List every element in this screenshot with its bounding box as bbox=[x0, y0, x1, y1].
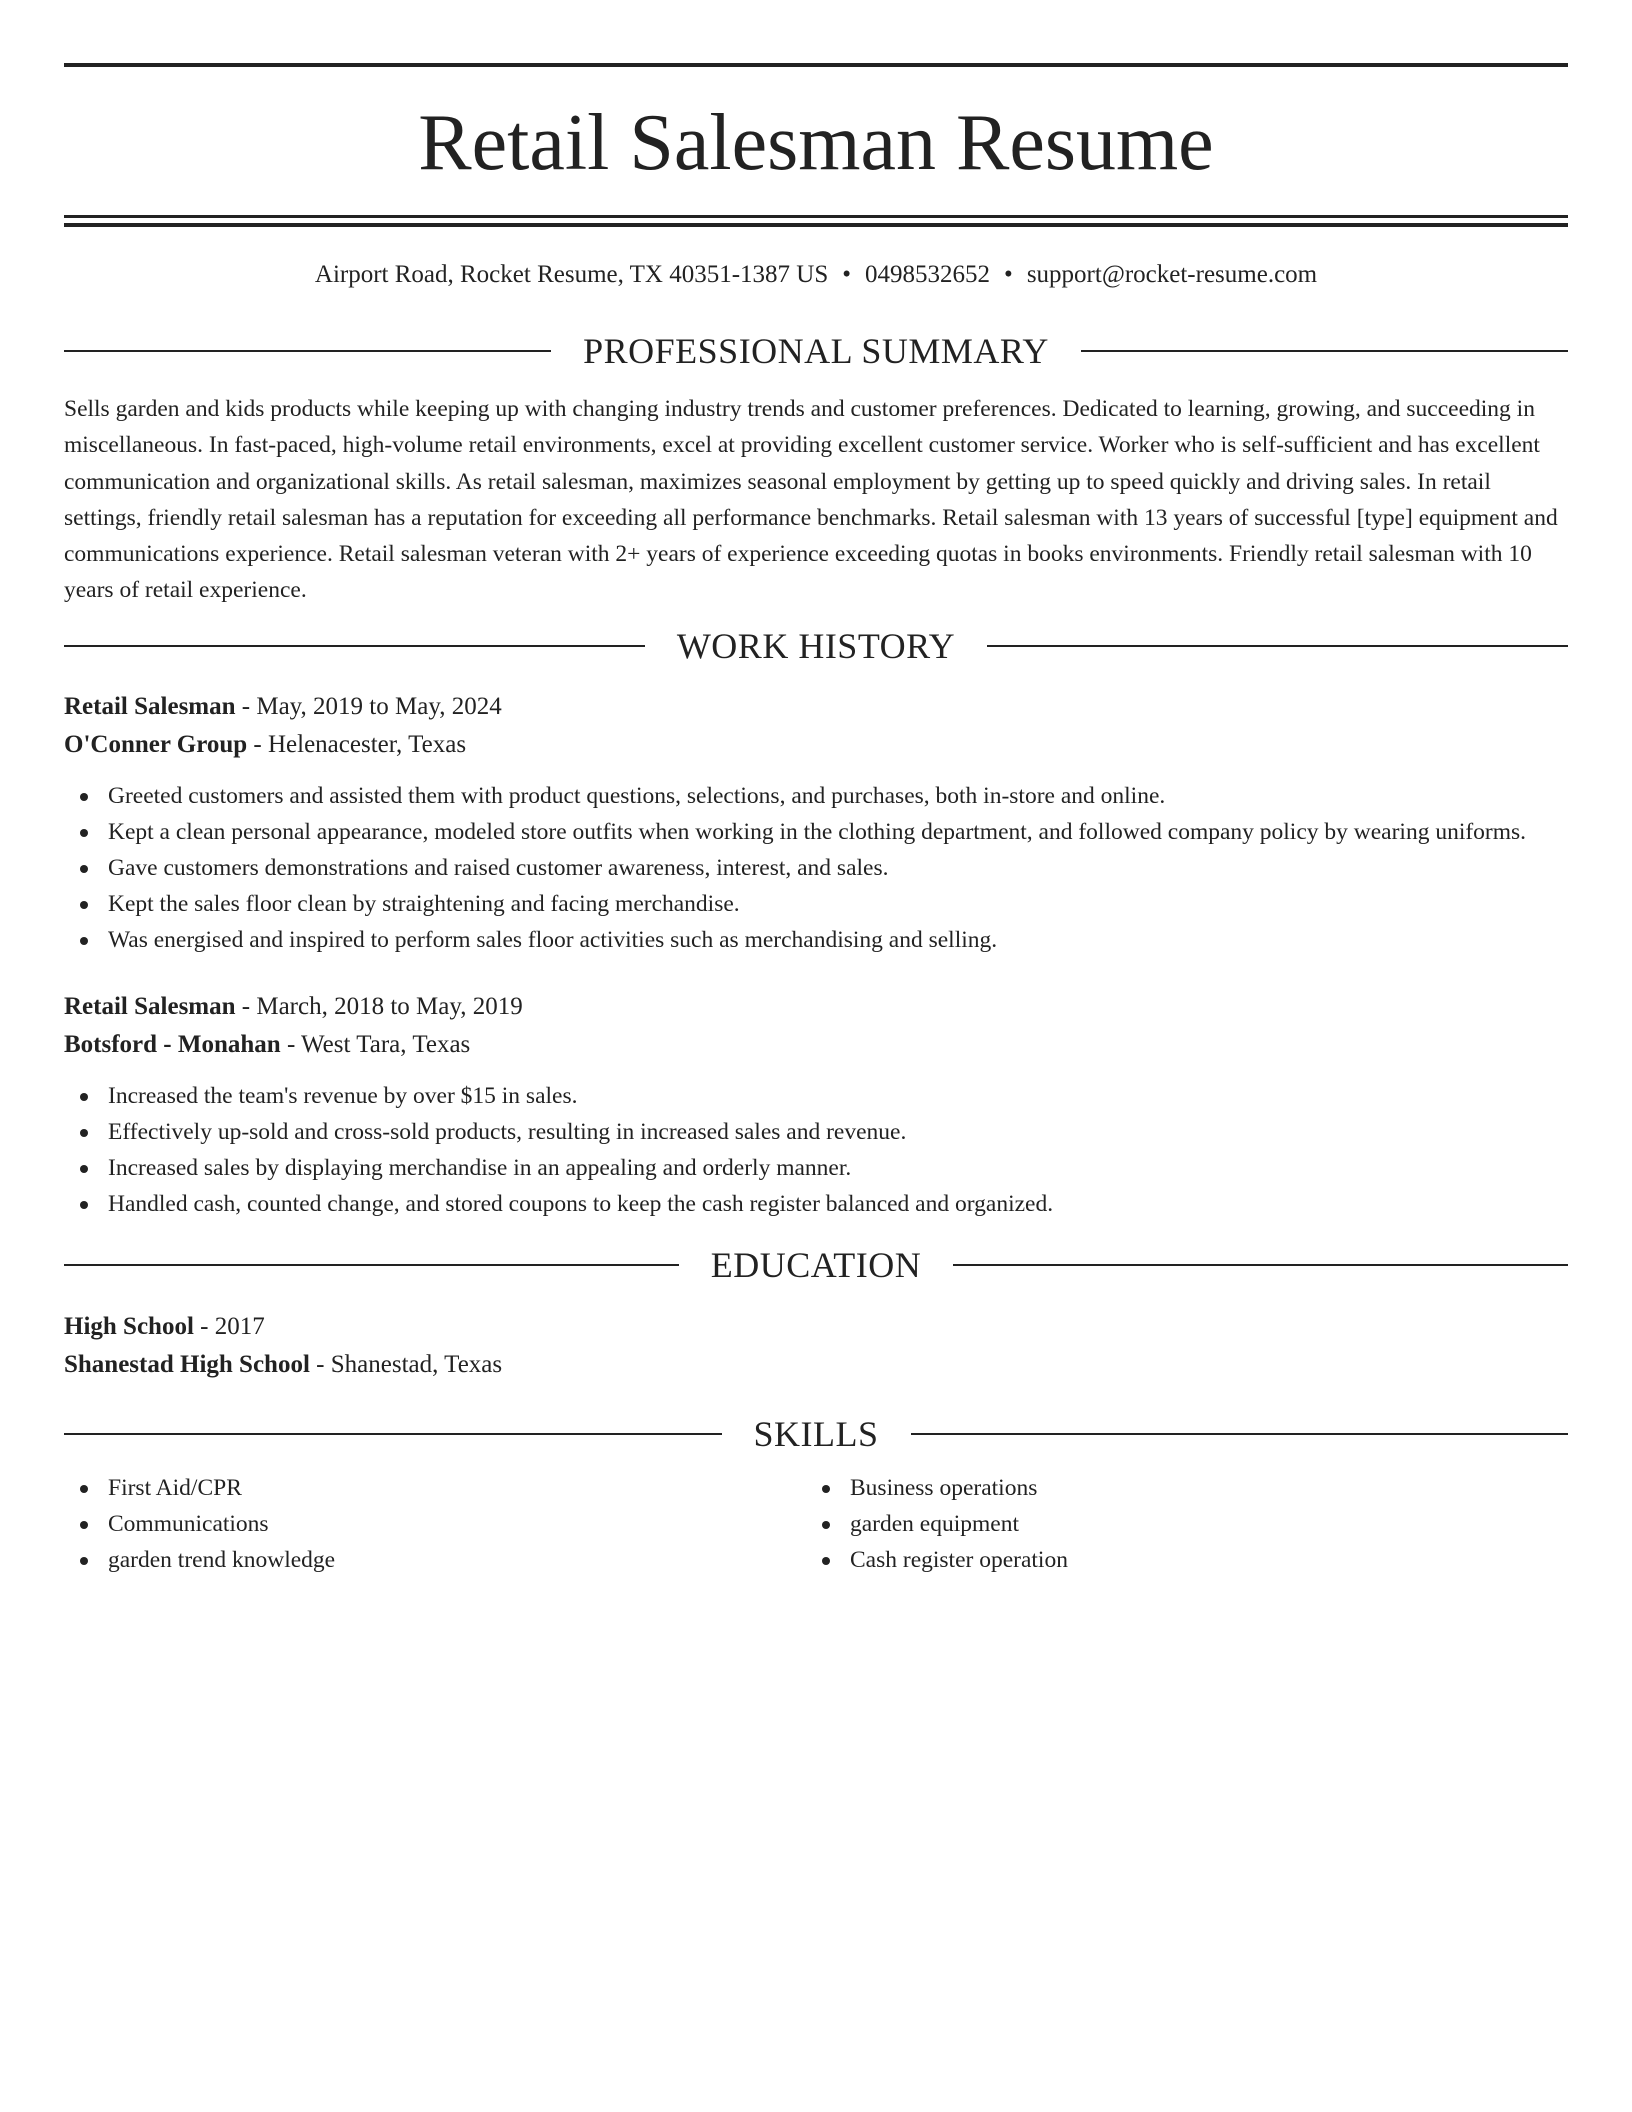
education-school-line bbox=[64, 1346, 1568, 1384]
job-company: O'Conner Group bbox=[64, 730, 248, 758]
education-school: Shanestad High School bbox=[64, 1350, 310, 1378]
work-heading-row bbox=[64, 626, 1568, 666]
heading-rule-left bbox=[64, 645, 645, 647]
work-heading: WORK HISTORY bbox=[676, 625, 956, 666]
job-bullet: Handled cash, counted change, and stored coupons to keep the cash register balanced and organized. bbox=[64, 1186, 1568, 1222]
contact-separator: • bbox=[842, 261, 852, 288]
skills-heading-row bbox=[64, 1414, 1568, 1454]
summary-heading-row bbox=[64, 331, 1568, 371]
job-company: Botsford - Monahan bbox=[64, 1030, 281, 1058]
heading-rule-right bbox=[953, 1264, 1568, 1266]
job-bullet: Gave customers demonstrations and raised customer awareness, interest, and sales. bbox=[64, 850, 1568, 886]
job-bullet: Increased the team's revenue by over $15 in sales. bbox=[64, 1078, 1568, 1114]
job-bullet: Greeted customers and assisted them with product questions, selections, and purchases, both in-store and online. bbox=[64, 778, 1568, 814]
skill-item: Business operations bbox=[806, 1470, 1548, 1506]
resume-content bbox=[64, 63, 1568, 1578]
job-bullet: Increased sales by displaying merchandise in an appealing and orderly manner. bbox=[64, 1150, 1568, 1186]
education-year: - 2017 bbox=[193, 1312, 265, 1340]
job-dates: - March, 2018 to May, 2019 bbox=[235, 992, 523, 1020]
education-location: - Shanestad, Texas bbox=[309, 1350, 503, 1378]
education-degree: High School bbox=[64, 1312, 194, 1340]
heading-rule-right bbox=[911, 1433, 1569, 1435]
skills-column-right bbox=[806, 1470, 1548, 1578]
job-location: - West Tara, Texas bbox=[280, 1030, 471, 1058]
education-entry bbox=[64, 1308, 1568, 1384]
job-title: Retail Salesman bbox=[64, 692, 236, 720]
heading-rule-right bbox=[987, 645, 1568, 647]
job-bullet: Effectively up-sold and cross-sold products, resulting in increased sales and revenue. bbox=[64, 1114, 1568, 1150]
skill-item: garden equipment bbox=[806, 1506, 1548, 1542]
resume-title: Retail Salesman Resume bbox=[418, 99, 1214, 187]
education-degree-line bbox=[64, 1308, 1568, 1346]
education-heading: EDUCATION bbox=[710, 1244, 922, 1285]
heading-rule-left bbox=[64, 1264, 679, 1266]
job-title-line bbox=[64, 688, 1568, 726]
job-location: - Helenacester, Texas bbox=[247, 730, 467, 758]
skill-item: garden trend knowledge bbox=[64, 1542, 806, 1578]
job-company-line bbox=[64, 1026, 1568, 1064]
skill-item: Cash register operation bbox=[806, 1542, 1548, 1578]
contact-separator: • bbox=[1004, 261, 1013, 288]
job-title: Retail Salesman bbox=[64, 992, 236, 1020]
title-double-rule bbox=[64, 215, 1568, 227]
education-heading-row bbox=[64, 1245, 1568, 1285]
job-entry bbox=[64, 988, 1568, 1222]
skills-column-left bbox=[64, 1470, 806, 1578]
heading-rule-right bbox=[1081, 350, 1568, 352]
top-rule bbox=[64, 63, 1568, 67]
job-bullets bbox=[64, 778, 1568, 958]
job-bullet: Kept the sales floor clean by straightening and facing merchandise. bbox=[64, 886, 1568, 922]
skills-grid bbox=[64, 1470, 1568, 1578]
skills-heading: SKILLS bbox=[753, 1413, 879, 1454]
heading-rule-left bbox=[64, 350, 551, 352]
contact-line bbox=[64, 259, 1568, 291]
job-bullets bbox=[64, 1078, 1568, 1222]
contact-address: Airport Road, Rocket Resume, TX 40351-1387 US bbox=[314, 261, 829, 288]
summary-heading: PROFESSIONAL SUMMARY bbox=[583, 331, 1049, 371]
summary-text: Sells garden and kids products while keeping up with changing industry trends and customer preferences. Dedicated to learning, growing, and succeeding in miscellaneous. In fast-paced, high-volume retail environments, excel at providing excellent customer service. Worker who is self-sufficient and has excellent communication and organizational skills. As retail salesman, maximizes seasonal employment by getting up to speed quickly and driving sales. In retail settings, friendly retail salesman has a reputation for exceeding all performance benchmarks. Retail salesman with 13 years of successful [type] equipment and communications experience. Retail salesman veteran with 2+ years of experience exceeding quotas in books environments. Friendly retail salesman with 10 years of retail experience. bbox=[64, 396, 1558, 604]
skill-item: Communications bbox=[64, 1506, 806, 1542]
job-dates: - May, 2019 to May, 2024 bbox=[235, 692, 502, 720]
heading-rule-left bbox=[64, 1433, 722, 1435]
contact-email: support@rocket-resume.com bbox=[1026, 261, 1318, 288]
skill-item: First Aid/CPR bbox=[64, 1470, 806, 1506]
contact-phone: 0498532652 bbox=[865, 261, 991, 288]
job-company-line bbox=[64, 726, 1568, 764]
job-bullet: Kept a clean personal appearance, modeled store outfits when working in the clothing department, and followed company policy by wearing uniforms. bbox=[64, 814, 1568, 850]
job-entry bbox=[64, 688, 1568, 958]
job-title-line bbox=[64, 988, 1568, 1026]
job-bullet: Was energised and inspired to perform sales floor activities such as merchandising and selling. bbox=[64, 922, 1568, 958]
